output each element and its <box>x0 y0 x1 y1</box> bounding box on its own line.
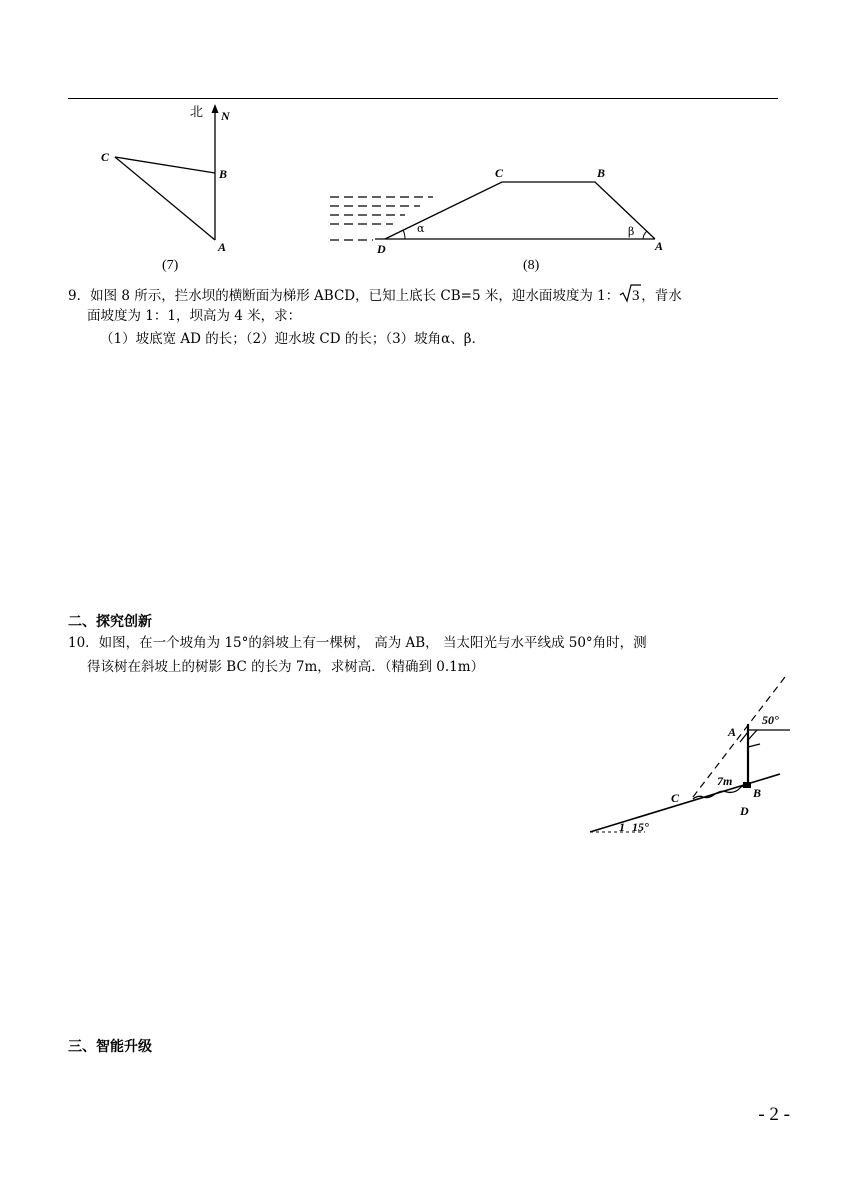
sun-angle-label: 50° <box>762 713 779 727</box>
point-c-label: C <box>495 166 504 180</box>
segment-cb <box>115 157 215 173</box>
north-char-label: 北 <box>190 105 204 120</box>
sun-ray-dashed <box>693 677 785 797</box>
shadow-length-label: 7m <box>717 774 733 788</box>
north-arrow-icon <box>212 104 219 113</box>
question-9-line-2: 面坡度为 1：1，坝高为 4 米，求： <box>87 308 302 324</box>
point-b-label: B <box>219 167 228 181</box>
point-b-label: B <box>597 166 606 180</box>
page-number: - 2 - <box>758 1104 790 1125</box>
point-a-label: A <box>218 240 227 254</box>
question-9-line-3: （1）坡底宽 AD 的长；（2）迎水坡 CD 的长；（3）坡角α、β． <box>100 331 486 347</box>
question-9-text-b: ，背水 <box>641 288 682 304</box>
tree-branch-3 <box>748 730 757 740</box>
figure-8-caption: (8) <box>523 258 540 273</box>
slope-mark-label: 1 <box>619 820 625 834</box>
point-d-label: D <box>377 242 386 256</box>
question-9-text-a: 9．如图 8 所示，拦水坝的横断面为梯形 ABCD，已知上底长 CB=5 米，迎水面坡度为 1： <box>68 288 620 304</box>
point-a-label: A <box>655 239 664 253</box>
tree-branch-2 <box>748 744 760 747</box>
question-10-line-2: 得该树在斜坡上的树影 BC 的长为 7m，求树高．（精确到 0.1m） <box>87 659 485 675</box>
figure-10-diagram <box>585 672 795 842</box>
sqrt-radicand: 3 <box>632 288 640 303</box>
question-10-line-1: 10．如图，在一个坡角为 15°的斜坡上有一棵树， 高为 AB， 当太阳光与水平线成 50°角时，测 <box>68 635 647 651</box>
figure-7-caption: (7) <box>162 258 179 273</box>
point-a-label: A <box>728 725 737 739</box>
point-n-label: N <box>221 109 230 123</box>
header-rule <box>68 98 778 99</box>
figure-8-diagram <box>325 160 675 260</box>
tree-base-block <box>743 782 751 788</box>
point-d-label: D <box>740 804 749 818</box>
dam-trapezoid <box>385 182 655 239</box>
section-3-heading: 三、智能升级 <box>68 1039 152 1055</box>
sqrt-expression <box>619 283 641 306</box>
beta-arc <box>643 231 647 239</box>
tree-branch-1 <box>740 732 748 742</box>
section-2-heading: 二、探究创新 <box>68 614 152 630</box>
question-9-line-1 <box>68 283 682 307</box>
point-b-label: B <box>753 786 762 800</box>
slope-angle-label: 15° <box>632 820 649 834</box>
point-c-label: C <box>671 791 680 805</box>
segment-ca <box>115 157 215 240</box>
alpha-label: α <box>417 222 425 235</box>
point-c-label: C <box>101 150 110 164</box>
alpha-arc <box>403 230 405 239</box>
figure-7-diagram <box>95 100 245 260</box>
beta-label: β <box>628 225 635 238</box>
sqrt-icon <box>619 283 641 303</box>
